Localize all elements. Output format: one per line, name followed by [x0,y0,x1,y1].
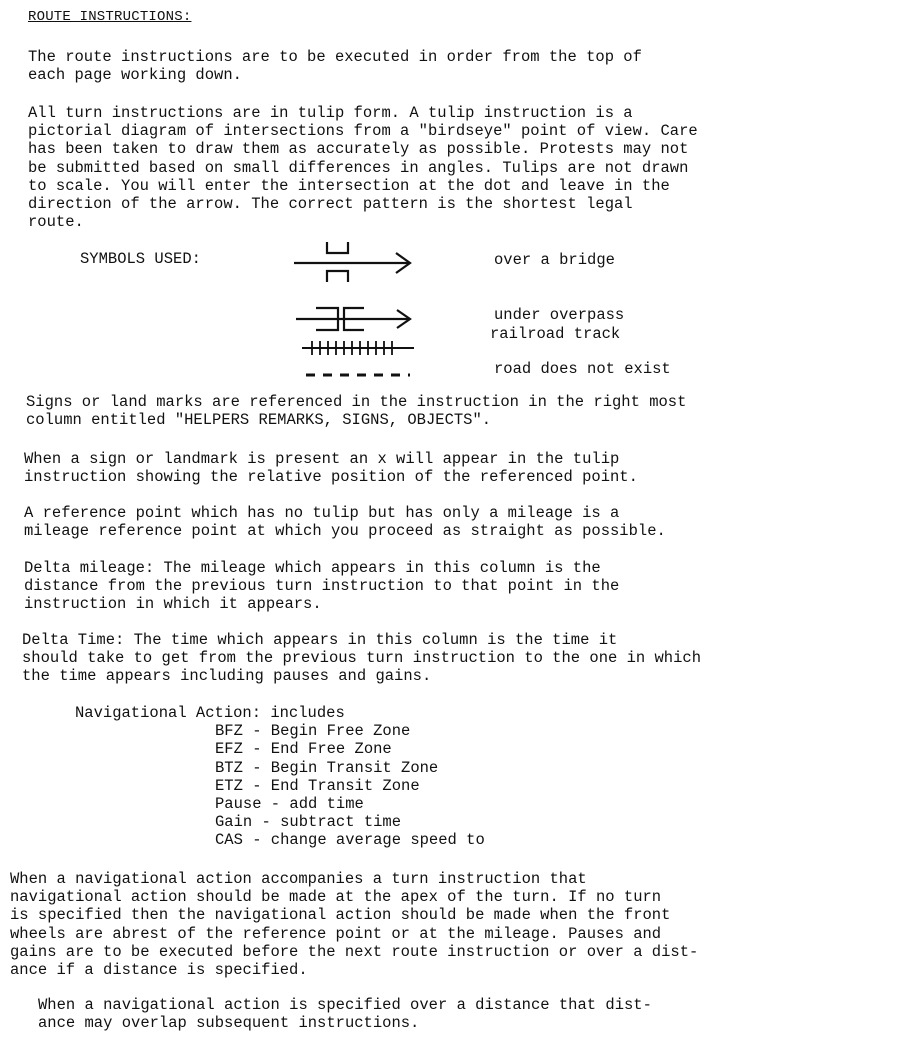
nav-item-pause: Pause - add time [215,795,364,814]
paragraph-tulip-form: All turn instructions are in tulip form. A tulip instruction is a pictorial diagram of intersections from a "birdseye" point of view. Care has been taken to draw them as accurately as possible. Protests may not be submitted based on small differences in angles. Tulips are not drawn to scale. You will enter the intersection at the dot and leave in the direction of the arrow. The correct pattern is the shortest legal route. [28,104,698,232]
railroad-label: railroad track [490,325,621,343]
paragraph-distance-overlap: When a navigational action is specified over a distance that dist- ance may overlap subsequent instructions. [38,996,652,1033]
nonexistent-road-label: road does not exist [494,360,671,378]
symbols-used-label: SYMBOLS USED: [80,250,201,268]
nav-item-btz: BTZ - Begin Transit Zone [215,758,439,777]
page-heading: ROUTE INSTRUCTIONS: [28,9,192,25]
nav-item-cas: CAS - change average speed to [215,831,485,850]
nonexistent-road-icon [306,370,436,380]
navigational-action-title: Navigational Action: includes [75,704,345,722]
nav-item-bfz: BFZ - Begin Free Zone [215,722,411,741]
paragraph-landmark: When a sign or landmark is present an x will appear in the tulip instruction showing the relative position of the referenced point. [24,450,638,487]
paragraph-navigational-timing: When a navigational action accompanies a turn instruction that navigational action should be made at the apex of the turn. If no turn is specified then the navigational action should be made when the front wheels are abrest of the reference point or at the mileage. Pauses and gains are to be executed before the next route instruction or over a dist- ance if a distance is specified. [10,870,699,980]
paragraph-signs: Signs or land marks are referenced in the instruction in the right most column entitled "HELPERS REMARKS, SIGNS, OBJECTS". [26,393,687,430]
paragraph-order: The route instructions are to be executed in order from the top of each page working down. [28,48,642,85]
nav-item-efz: EFZ - End Free Zone [215,740,392,759]
overpass-symbol-icon [294,302,424,338]
paragraph-delta-mileage: Delta mileage: The mileage which appears in this column is the distance from the previous turn instruction to that point in the instruction in which it appears. [24,559,620,614]
bridge-label: over a bridge [494,251,615,269]
paragraph-delta-time: Delta Time: The time which appears in this column is the time it should take to get from the previous turn instruction to the one in which the time appears including pauses and gains. [22,631,702,686]
paragraph-reference-point: A reference point which has no tulip but has only a mileage is a mileage reference point at which you proceed as straight as possible. [24,504,666,541]
bridge-symbol-icon [292,240,422,284]
nav-item-etz: ETZ - End Transit Zone [215,776,420,795]
railroad-track-icon [302,338,432,358]
overpass-label: under overpass [494,306,625,324]
navigational-action-list [75,704,485,850]
nav-item-gain: Gain - subtract time [215,813,402,832]
